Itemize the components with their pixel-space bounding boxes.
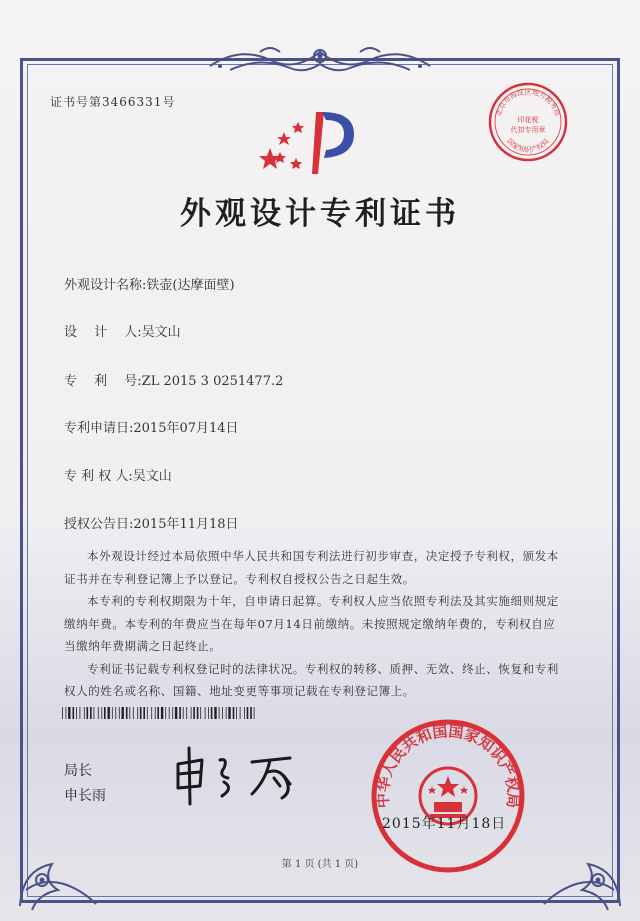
filing-date-value: 2015年07月14日: [133, 421, 239, 436]
top-ornament: [200, 42, 440, 82]
grant-date-value: 2015年11月18日: [133, 517, 239, 532]
tax-stamp: [486, 80, 570, 164]
field-grant-date: [64, 513, 239, 532]
grant-date-label: 授权公告日:: [64, 517, 134, 532]
director-name: 申长雨: [64, 788, 106, 804]
design-name-label: 外观设计名称:: [64, 278, 147, 293]
certificate-title: 外观设计专利证书: [180, 196, 460, 232]
field-filing-date: [64, 417, 239, 436]
field-design-name: [64, 274, 235, 293]
designer-label: 设 计 人:: [64, 325, 142, 340]
body-paragraph-2: 本专利的专利权期限为十年，自申请日起算。专利权人应当依照专利法及其实施细则规定缴纳年费。本专利的年费应当在每年07月14日前缴纳。未按照规定缴纳年费的，专利权自应当缴纳年费期满之日起终止。: [64, 594, 559, 653]
barcode: [62, 707, 260, 719]
field-patent-number: [64, 370, 283, 389]
tax-stamp-ring-text: 北京市海淀区地方税务局: [494, 88, 562, 118]
field-patentee: [64, 465, 172, 484]
filing-date-label: 专利申请日:: [64, 421, 134, 436]
body-paragraph-3: 专利证书记载专利权登记时的法律状况。专利权的转移、质押、无效、终止、恢复和专利权人的姓名或名称、国籍、地址变更等事项记载在专利登记簿上。: [64, 661, 559, 698]
body-paragraph-1: 本外观设计经过本局依照中华人民共和国专利法进行初步审查，决定授予专利权，颁发本证书并在专利登记簿上予以登记。专利权自授权公告之日起生效。: [64, 549, 559, 586]
tax-stamp-line2: 代扣专用章: [510, 126, 546, 134]
patentee-label: 专 利 权 人:: [64, 469, 133, 484]
certificate-body: [64, 545, 564, 703]
field-designer: [64, 321, 181, 340]
design-name-value: 铁壶(达摩面壁): [146, 278, 235, 293]
seal-date: 2015年11月18日: [382, 816, 507, 832]
tax-stamp-line1: 印花税: [517, 116, 539, 124]
patentee-value: 吴文山: [132, 469, 172, 484]
tax-stamp-bottom-text: 国家知识产权局: [505, 137, 551, 154]
official-seal: [368, 716, 528, 876]
director-signature: [172, 742, 322, 812]
page-number: 第 1 页 (共 1 页): [281, 859, 359, 870]
certificate-number: 证书号第3466331号: [50, 95, 176, 109]
patent-number-value: ZL 2015 3 0251477.2: [141, 374, 284, 389]
seal-ring-text: 中华人民共和国国家知识产权局: [373, 722, 523, 809]
designer-value: 吴文山: [141, 325, 181, 340]
director-title: 局长: [64, 763, 92, 779]
patent-number-label: 专 利 号:: [64, 374, 142, 389]
patent-office-emblem: [256, 106, 366, 178]
